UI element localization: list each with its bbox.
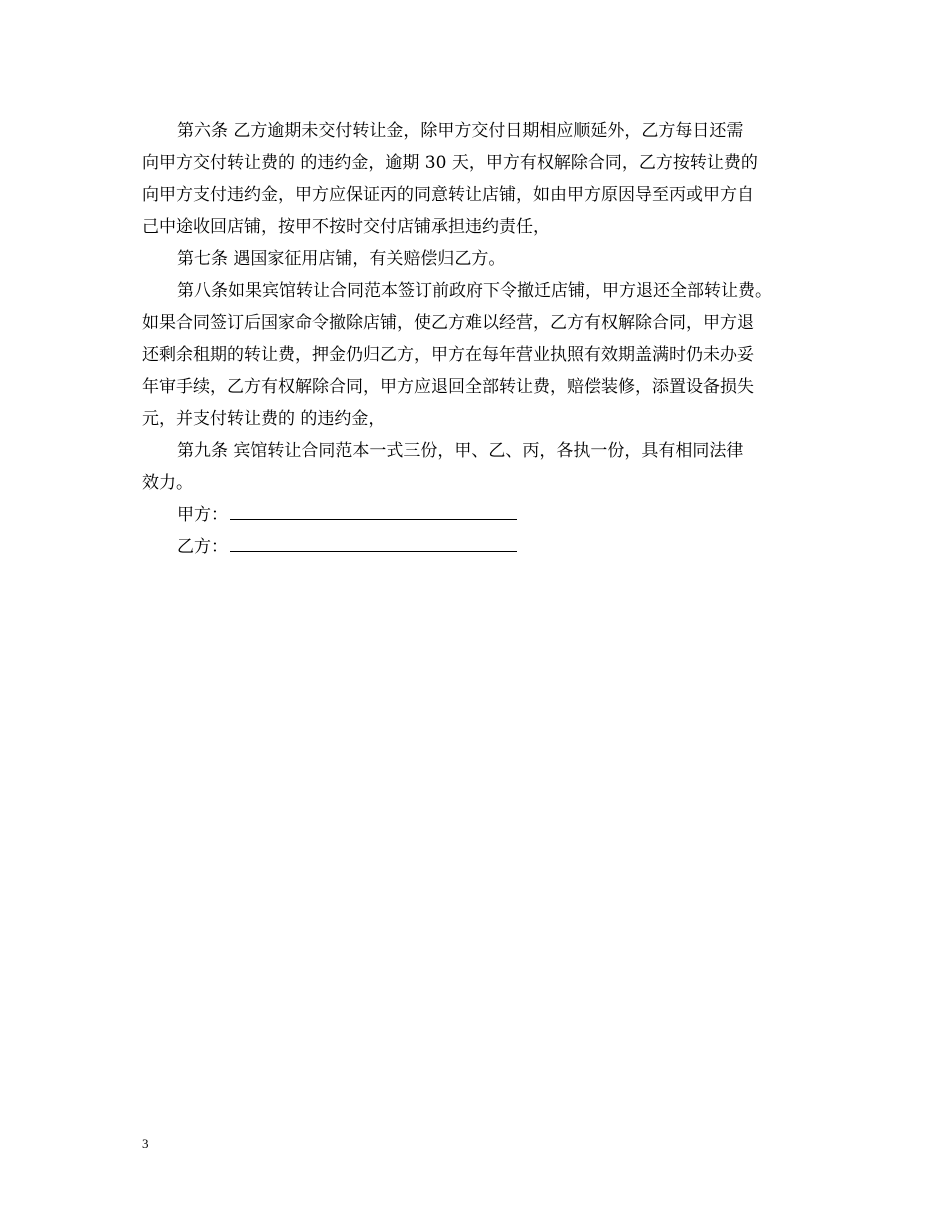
text-line-article-7: 第七条 遇国家征用店铺，有关赔偿归乙方。 bbox=[177, 249, 506, 269]
text-line: 还剩余租期的转让费，押金仍归乙方，甲方在每年营业执照有效期盖满时仍未办妥 bbox=[142, 345, 754, 365]
text-line: 向甲方交付转让费的 的违约金，逾期 30 天，甲方有权解除合同，乙方按转让费的 bbox=[142, 153, 758, 173]
text-line: 如果合同签订后国家命令撤除店铺，使乙方难以经营，乙方有权解除合同，甲方退 bbox=[142, 313, 754, 333]
text-line: 年审手续，乙方有权解除合同，甲方应退回全部转让费，赔偿装修，添置设备损失 bbox=[142, 377, 754, 397]
page-number: 3 bbox=[142, 1136, 149, 1151]
signature-party-a bbox=[142, 499, 810, 531]
party-b-label: 乙方： bbox=[177, 537, 228, 557]
party-a-signature-line bbox=[230, 499, 517, 520]
text-line: 效力。 bbox=[142, 473, 193, 493]
party-b-signature-line bbox=[230, 531, 517, 552]
text-line-article-6: 第六条 乙方逾期未交付转让金，除甲方交付日期相应顺延外，乙方每日还需 bbox=[177, 121, 744, 141]
text-line-article-9: 第九条 宾馆转让合同范本一式三份，甲、乙、丙，各执一份，具有相同法律 bbox=[177, 441, 744, 461]
text-line: 向甲方支付违约金，甲方应保证丙的同意转让店铺，如由甲方原因导至丙或甲方自 bbox=[142, 185, 754, 205]
text-line-article-8: 第八条如果宾馆转让合同范本签订前政府下令撤迁店铺，甲方退还全部转让费。 bbox=[177, 281, 772, 301]
text-line: 元，并支付转让费的 的违约金， bbox=[142, 409, 386, 429]
party-a-label: 甲方： bbox=[177, 505, 228, 525]
signature-party-b bbox=[142, 531, 810, 563]
text-line: 己中途收回店铺，按甲不按时交付店铺承担违约责任， bbox=[142, 217, 550, 237]
document-body bbox=[142, 115, 810, 563]
